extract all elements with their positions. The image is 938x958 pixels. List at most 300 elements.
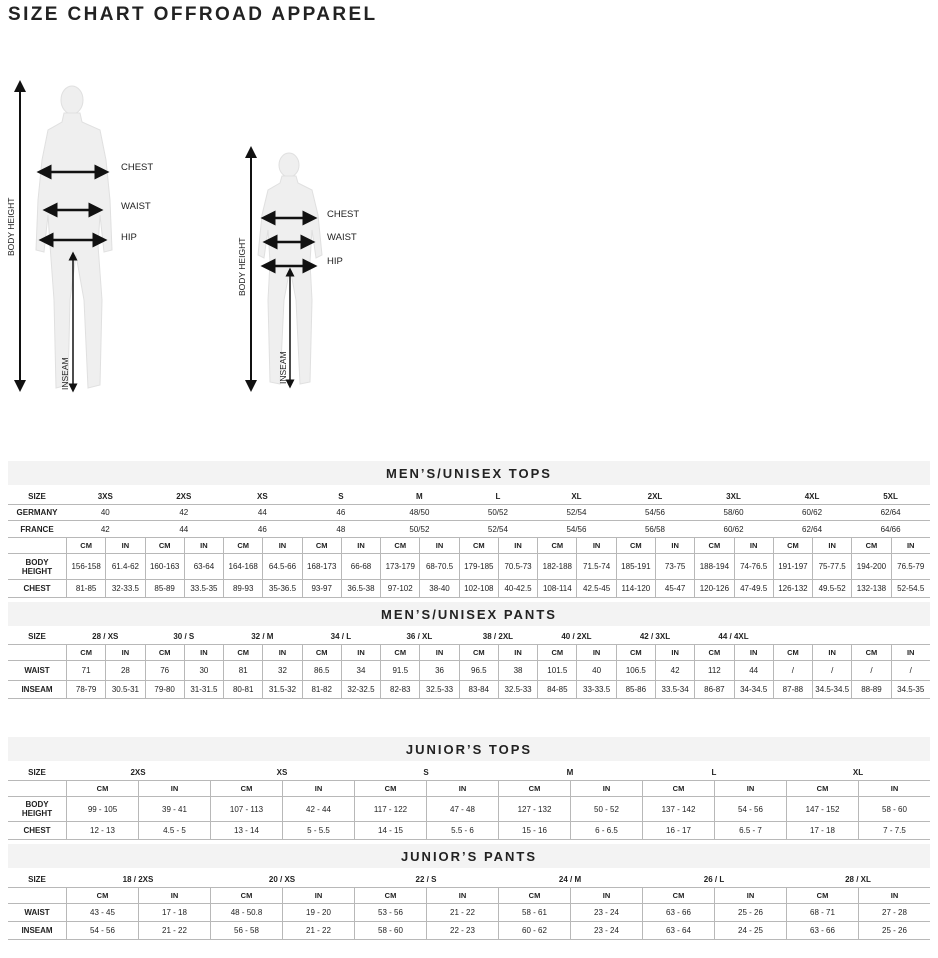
unit-cm: CM <box>354 888 426 903</box>
size-header: 22 / S <box>415 874 437 884</box>
size-header: L <box>711 767 717 777</box>
table-cell: 13 - 14 <box>210 822 282 839</box>
mens-tops-table <box>8 488 930 598</box>
unit-in: IN <box>426 781 498 796</box>
table-cell: 31-31.5 <box>184 681 223 698</box>
table-cell: 71.5-74 <box>576 554 615 579</box>
unit-label <box>8 538 66 553</box>
table-cell: 50/52 <box>409 524 430 534</box>
adult-silhouette <box>36 86 112 388</box>
table-cell: 33.5-35 <box>184 580 223 597</box>
size-header: 28 / XS <box>92 631 119 641</box>
table-cell: 52/54 <box>566 508 587 517</box>
unit-in: IN <box>341 538 380 553</box>
table-cell: 80-81 <box>223 681 262 698</box>
unit-in: IN <box>576 538 615 553</box>
table-cell: 50/52 <box>487 508 508 517</box>
inseam-row <box>8 922 930 940</box>
unit-cm: CM <box>66 538 105 553</box>
unit-in: IN <box>105 645 144 660</box>
table-cell: 63 - 64 <box>642 922 714 939</box>
table-cell: 39 - 41 <box>138 797 210 821</box>
table-cell: 42 <box>100 524 110 534</box>
table-cell: 88-89 <box>851 681 890 698</box>
table-cell: 21 - 22 <box>138 922 210 939</box>
unit-in: IN <box>812 645 851 660</box>
size-header <box>851 628 930 644</box>
table-cell: 33-33.5 <box>576 681 615 698</box>
junior-waist-label: WAIST <box>327 232 357 243</box>
page-title: SIZE CHART OFFROAD APPAREL <box>8 4 378 25</box>
table-cell: 23 - 24 <box>570 922 642 939</box>
table-cell: 106.5 <box>616 661 655 680</box>
table-cell: 191-197 <box>773 554 812 579</box>
size-row <box>8 871 930 888</box>
table-cell: 179-185 <box>459 554 498 579</box>
table-cell: 31.5-32 <box>262 681 301 698</box>
table-cell: 42 - 44 <box>282 797 354 821</box>
size-row <box>8 488 930 505</box>
unit-cm: CM <box>302 645 341 660</box>
inseam-row <box>8 681 930 699</box>
unit-in: IN <box>714 888 786 903</box>
junior-pants-table <box>8 871 930 940</box>
table-cell: 44 <box>179 524 189 534</box>
unit-in: IN <box>184 645 223 660</box>
junior-hip-label: HIP <box>327 256 343 267</box>
table-cell: 156-158 <box>66 554 105 579</box>
unit-in: IN <box>184 538 223 553</box>
table-cell: 96.5 <box>459 661 498 680</box>
size-header: M <box>566 767 574 777</box>
table-cell: 78-79 <box>66 681 105 698</box>
size-label: SIZE <box>28 491 46 501</box>
unit-in: IN <box>419 538 458 553</box>
table-cell: 27 - 28 <box>858 904 930 921</box>
table-cell: 58 - 61 <box>498 904 570 921</box>
unit-in: IN <box>105 538 144 553</box>
unit-cm: CM <box>773 645 812 660</box>
size-header: 2XL <box>647 491 663 501</box>
unit-in: IN <box>734 645 773 660</box>
unit-cm: CM <box>642 781 714 796</box>
table-cell: 46 <box>257 524 267 534</box>
table-cell: 25 - 26 <box>714 904 786 921</box>
table-cell: 54/56 <box>566 524 587 534</box>
unit-in: IN <box>341 645 380 660</box>
size-header: 28 / XL <box>845 874 871 884</box>
unit-cm: CM <box>851 645 890 660</box>
waist-row <box>8 904 930 922</box>
unit-in: IN <box>282 888 354 903</box>
size-header: 42 / 3XL <box>639 631 671 641</box>
table-cell: 52/54 <box>487 524 508 534</box>
table-cell: 22 - 23 <box>426 922 498 939</box>
junior-tops-table <box>8 764 930 840</box>
table-cell: 54/56 <box>644 508 665 517</box>
body-height-row <box>8 554 930 580</box>
unit-cm: CM <box>498 888 570 903</box>
unit-in: IN <box>498 645 537 660</box>
table-cell: 28 <box>105 661 144 680</box>
table-cell: 83-84 <box>459 681 498 698</box>
table-cell: 147 - 152 <box>786 797 858 821</box>
unit-row <box>8 538 930 554</box>
table-cell: 47-49.5 <box>734 580 773 597</box>
adult-inseam-label: INSEAM <box>60 357 70 390</box>
unit-cm: CM <box>66 781 138 796</box>
table-cell: 21 - 22 <box>426 904 498 921</box>
unit-cm: CM <box>145 538 184 553</box>
unit-in: IN <box>138 888 210 903</box>
unit-cm: CM <box>851 538 890 553</box>
table-cell: 97-102 <box>380 580 419 597</box>
size-label: SIZE <box>28 874 46 884</box>
size-header: 38 / 2XL <box>482 631 514 641</box>
size-label: SIZE <box>28 631 46 641</box>
mens-pants-header: MEN’S/UNISEX PANTS <box>8 602 930 626</box>
size-header: M <box>416 491 423 501</box>
table-cell: 117 - 122 <box>354 797 426 821</box>
table-cell: 48 <box>336 524 346 534</box>
unit-cm: CM <box>694 645 733 660</box>
table-cell: 34.5-35 <box>891 681 930 698</box>
size-row <box>8 628 930 645</box>
inseam-row-label: INSEAM <box>21 685 53 694</box>
table-cell: 30 <box>184 661 223 680</box>
table-cell: 58 - 60 <box>354 922 426 939</box>
table-cell: 64/66 <box>880 524 901 534</box>
table-cell: 42 <box>655 661 694 680</box>
table-cell: 14 - 15 <box>354 822 426 839</box>
unit-in: IN <box>858 888 930 903</box>
table-cell: 63 - 66 <box>786 922 858 939</box>
table-cell: 107 - 113 <box>210 797 282 821</box>
size-header: 3XL <box>726 491 741 501</box>
table-cell: 71 <box>66 661 105 680</box>
unit-in: IN <box>858 781 930 796</box>
table-cell: 81-82 <box>302 681 341 698</box>
table-cell: 35-36.5 <box>262 580 301 597</box>
unit-cm: CM <box>223 538 262 553</box>
unit-row <box>8 888 930 904</box>
table-cell: 38 <box>498 661 537 680</box>
table-cell: 62/64 <box>802 524 823 534</box>
table-cell: 45-47 <box>655 580 694 597</box>
unit-in: IN <box>426 888 498 903</box>
unit-cm: CM <box>354 781 426 796</box>
table-cell: / <box>891 661 930 680</box>
table-cell: 7 - 7.5 <box>858 822 930 839</box>
unit-cm: CM <box>302 538 341 553</box>
table-cell: 188-194 <box>694 554 733 579</box>
table-cell: 58 - 60 <box>858 797 930 821</box>
waist-row-label: WAIST <box>24 908 50 917</box>
unit-cm: CM <box>537 538 576 553</box>
table-cell: 108-114 <box>537 580 576 597</box>
size-header: 20 / XS <box>268 874 296 884</box>
unit-cm: CM <box>537 645 576 660</box>
table-cell: 89-93 <box>223 580 262 597</box>
size-header: 24 / M <box>558 874 582 884</box>
table-cell: 21 - 22 <box>282 922 354 939</box>
table-cell: 48/50 <box>409 508 430 517</box>
france-row-label: FRANCE <box>20 524 54 534</box>
table-cell: 168-173 <box>302 554 341 579</box>
junior-body-height-label: BODY HEIGHT <box>237 237 247 296</box>
table-cell: 70.5-73 <box>498 554 537 579</box>
table-cell: 49.5-52 <box>812 580 851 597</box>
table-cell: 17 - 18 <box>138 904 210 921</box>
unit-cm: CM <box>210 781 282 796</box>
table-cell: 86-87 <box>694 681 733 698</box>
unit-cm: CM <box>66 645 105 660</box>
size-label: SIZE <box>28 767 46 777</box>
table-cell: 132-138 <box>851 580 890 597</box>
table-cell: 19 - 20 <box>282 904 354 921</box>
size-header: XS <box>256 491 268 501</box>
table-cell: 120-126 <box>694 580 733 597</box>
table-cell: 91.5 <box>380 661 419 680</box>
table-cell: 54 - 56 <box>66 922 138 939</box>
unit-cm: CM <box>786 888 858 903</box>
table-cell: 6 - 6.5 <box>570 822 642 839</box>
junior-chest-label: CHEST <box>327 209 360 220</box>
size-header: S <box>423 767 429 777</box>
unit-in: IN <box>282 781 354 796</box>
unit-label <box>8 645 66 660</box>
table-cell: 164-168 <box>223 554 262 579</box>
table-cell: 56 - 58 <box>210 922 282 939</box>
size-header: XS <box>276 767 288 777</box>
unit-cm: CM <box>223 645 262 660</box>
size-header: 30 / S <box>173 631 195 641</box>
waist-row-label: WAIST <box>24 666 50 675</box>
table-cell: 32-33.5 <box>105 580 144 597</box>
unit-in: IN <box>498 538 537 553</box>
unit-cm: CM <box>145 645 184 660</box>
table-cell: 16 - 17 <box>642 822 714 839</box>
unit-in: IN <box>714 781 786 796</box>
table-cell: 82-83 <box>380 681 419 698</box>
table-cell: 50 - 52 <box>570 797 642 821</box>
france-row <box>8 521 930 538</box>
unit-in: IN <box>262 538 301 553</box>
table-cell: 99 - 105 <box>66 797 138 821</box>
body-height-row <box>8 797 930 822</box>
unit-label <box>8 888 66 903</box>
table-cell: 81-85 <box>66 580 105 597</box>
size-header: 2XS <box>176 491 192 501</box>
table-cell: 84-85 <box>537 681 576 698</box>
table-cell: 12 - 13 <box>66 822 138 839</box>
table-cell: 73-75 <box>655 554 694 579</box>
unit-cm: CM <box>498 781 570 796</box>
table-cell: 48 - 50.8 <box>210 904 282 921</box>
table-cell: 85-89 <box>145 580 184 597</box>
table-cell: 46 <box>336 508 346 517</box>
body-height-row-label: BODY HEIGHT <box>21 800 53 818</box>
table-cell: 32-32.5 <box>341 681 380 698</box>
table-cell: 4.5 - 5 <box>138 822 210 839</box>
unit-in: IN <box>576 645 615 660</box>
table-cell: 42 <box>179 508 189 517</box>
table-cell: 6.5 - 7 <box>714 822 786 839</box>
table-cell: 60/62 <box>802 508 823 517</box>
table-cell: / <box>851 661 890 680</box>
adult-hip-label: HIP <box>121 232 137 243</box>
table-cell: 101.5 <box>537 661 576 680</box>
unit-label <box>8 781 66 796</box>
table-cell: 32.5-33 <box>419 681 458 698</box>
table-cell: 17 - 18 <box>786 822 858 839</box>
table-cell: 25 - 26 <box>858 922 930 939</box>
unit-cm: CM <box>616 538 655 553</box>
table-cell: 194-200 <box>851 554 890 579</box>
table-cell: 63-64 <box>184 554 223 579</box>
table-cell: 79-80 <box>145 681 184 698</box>
table-cell: / <box>773 661 812 680</box>
junior-pants-header: JUNIOR’S PANTS <box>8 844 930 868</box>
unit-cm: CM <box>459 538 498 553</box>
table-cell: 40-42.5 <box>498 580 537 597</box>
size-header: 2XS <box>130 767 146 777</box>
table-cell: 126-132 <box>773 580 812 597</box>
table-cell: 60 - 62 <box>498 922 570 939</box>
size-header: 32 / M <box>251 631 274 641</box>
table-cell: 102-108 <box>459 580 498 597</box>
mens-pants-table <box>8 628 930 699</box>
table-cell: 33.5-34 <box>655 681 694 698</box>
table-cell: 74-76.5 <box>734 554 773 579</box>
junior-inseam-label: INSEAM <box>278 351 288 384</box>
table-cell: 36 <box>419 661 458 680</box>
size-header: 3XS <box>97 491 113 501</box>
size-header: XL <box>852 767 864 777</box>
unit-in: IN <box>891 645 930 660</box>
table-cell: 34.5-34.5 <box>812 681 851 698</box>
table-cell: 86.5 <box>302 661 341 680</box>
table-cell: 38-40 <box>419 580 458 597</box>
table-cell: 85-86 <box>616 681 655 698</box>
table-cell: 185-191 <box>616 554 655 579</box>
table-cell: 114-120 <box>616 580 655 597</box>
table-cell: 63 - 66 <box>642 904 714 921</box>
table-cell: 54 - 56 <box>714 797 786 821</box>
table-cell: 42.5-45 <box>576 580 615 597</box>
unit-in: IN <box>570 781 642 796</box>
table-cell: 23 - 24 <box>570 904 642 921</box>
table-cell: 160-163 <box>145 554 184 579</box>
table-cell: 43 - 45 <box>66 904 138 921</box>
unit-cm: CM <box>66 888 138 903</box>
table-cell: 137 - 142 <box>642 797 714 821</box>
chest-row-label: CHEST <box>23 584 51 593</box>
mens-tops-header: MEN’S/UNISEX TOPS <box>8 461 930 485</box>
unit-cm: CM <box>380 538 419 553</box>
inseam-row-label: INSEAM <box>21 926 53 935</box>
table-cell: 5.5 - 6 <box>426 822 498 839</box>
unit-row <box>8 781 930 797</box>
unit-in: IN <box>262 645 301 660</box>
unit-cm: CM <box>616 645 655 660</box>
unit-cm: CM <box>210 888 282 903</box>
size-header: 4XL <box>804 491 820 501</box>
table-cell: 93-97 <box>302 580 341 597</box>
body-height-row-label: BODY HEIGHT <box>21 557 53 576</box>
table-cell: 52-54.5 <box>891 580 930 597</box>
table-cell: 5 - 5.5 <box>282 822 354 839</box>
table-cell: 40 <box>100 508 110 517</box>
table-cell: 68-70.5 <box>419 554 458 579</box>
table-cell: 40 <box>576 661 615 680</box>
table-cell: 34 <box>341 661 380 680</box>
unit-in: IN <box>570 888 642 903</box>
table-cell: 182-188 <box>537 554 576 579</box>
size-header: 36 / XL <box>406 631 433 641</box>
table-cell: 66-68 <box>341 554 380 579</box>
unit-in: IN <box>419 645 458 660</box>
size-header: 26 / L <box>703 874 725 884</box>
table-cell: 34-34.5 <box>734 681 773 698</box>
size-header: S <box>338 491 344 501</box>
adult-body-height-label: BODY HEIGHT <box>6 197 16 256</box>
table-cell: 64.5-66 <box>262 554 301 579</box>
unit-cm: CM <box>694 538 733 553</box>
table-cell: 87-88 <box>773 681 812 698</box>
unit-in: IN <box>138 781 210 796</box>
junior-tops-header: JUNIOR’S TOPS <box>8 737 930 761</box>
unit-cm: CM <box>459 645 498 660</box>
unit-cm: CM <box>786 781 858 796</box>
size-header: 5XL <box>883 491 898 501</box>
adult-chest-label: CHEST <box>121 162 154 173</box>
table-cell: 24 - 25 <box>714 922 786 939</box>
table-cell: 61.4-62 <box>105 554 144 579</box>
table-cell: 62/64 <box>880 508 901 517</box>
unit-in: IN <box>891 538 930 553</box>
table-cell: 30.5-31 <box>105 681 144 698</box>
chest-row <box>8 822 930 840</box>
table-cell: 81 <box>223 661 262 680</box>
measurement-figure <box>0 70 420 400</box>
waist-row <box>8 661 930 681</box>
size-header: 18 / 2XS <box>122 874 154 884</box>
table-cell: 32.5-33 <box>498 681 537 698</box>
unit-row <box>8 645 930 661</box>
table-cell: 76 <box>145 661 184 680</box>
chest-row-label: CHEST <box>23 826 51 835</box>
table-cell: 47 - 48 <box>426 797 498 821</box>
chest-row <box>8 580 930 598</box>
table-cell: 76.5-79 <box>891 554 930 579</box>
size-header: XL <box>571 491 582 501</box>
table-cell: 68 - 71 <box>786 904 858 921</box>
table-cell: 53 - 56 <box>354 904 426 921</box>
unit-in: IN <box>655 538 694 553</box>
unit-in: IN <box>812 538 851 553</box>
table-cell: 15 - 16 <box>498 822 570 839</box>
size-header: L <box>495 491 501 501</box>
size-header: 44 / 4XL <box>718 631 749 641</box>
table-cell: 112 <box>694 661 733 680</box>
table-cell: 56/58 <box>644 524 665 534</box>
germany-row-label: GERMANY <box>16 508 58 517</box>
size-header: 40 / 2XL <box>561 631 592 641</box>
table-cell: / <box>812 661 851 680</box>
size-row <box>8 764 930 781</box>
table-cell: 44 <box>257 508 267 517</box>
